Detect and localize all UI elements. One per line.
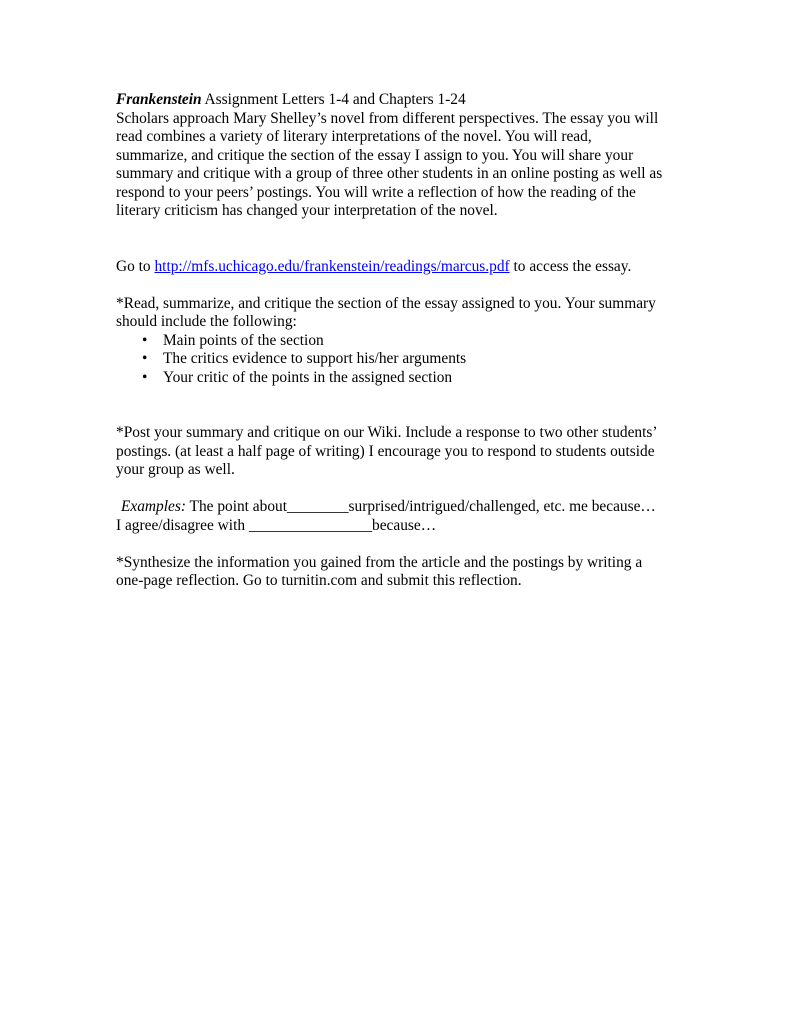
read-line: *Read, summarize, and critique the section of the essay assigned to you. Your summary [116, 294, 656, 312]
post-paragraph [116, 424, 676, 480]
list-item-text: Main points of the section [163, 331, 324, 349]
intro-line: summary and critique with a group of three other students in an online posting as well as [116, 165, 663, 182]
intro-line: Scholars approach Mary Shelley’s novel from different perspectives. The essay you will [116, 109, 659, 127]
list-item [116, 332, 676, 351]
list-item-text: Your critic of the points in the assigned section [163, 368, 453, 386]
examples-line [116, 498, 676, 517]
intro-paragraph [116, 110, 676, 221]
bullet-icon: • [142, 368, 148, 386]
bullet-icon: • [142, 350, 148, 367]
list-item [116, 369, 676, 388]
read-paragraph [116, 295, 676, 332]
assignment-title [116, 91, 676, 110]
goto-paragraph [116, 258, 676, 277]
intro-line: summarize, and critique the section of the essay I assign to you. You will share your [116, 146, 634, 164]
bullet-icon: • [142, 331, 148, 349]
list-item-text: The critics evidence to support his/her arguments [163, 350, 467, 367]
examples-label: Examples: [121, 498, 186, 515]
intro-line: literary criticism has changed your interpretation of the novel. [116, 202, 498, 219]
intro-line: respond to your peers’ postings. You will write a reflection of how the reading of the [116, 183, 636, 201]
post-line: postings. (at least a half page of writing) I encourage you to respond to students outside [116, 442, 655, 460]
examples-text: The point about________surprised/intrigued/challenged, etc. me because… [185, 498, 656, 515]
title-rest: Assignment Letters 1-4 and Chapters 1-24 [201, 91, 466, 108]
list-item [116, 350, 676, 369]
title-novel-name: Frankenstein [116, 91, 202, 108]
post-line: *Post your summary and critique on our Wiki. Include a response to two other students’ [116, 424, 658, 441]
synth-line: *Synthesize the information you gained from the article and the postings by writing a [116, 553, 643, 571]
intro-line: read combines a variety of literary interpretations of the novel. You will read, [116, 128, 592, 145]
post-line: your group as well. [116, 461, 235, 478]
summary-requirements-list [116, 332, 676, 388]
examples-line-2: I agree/disagree with ________________because… [116, 516, 437, 534]
assignment-document [116, 91, 676, 591]
examples-paragraph [116, 498, 676, 535]
synth-line: one-page reflection. Go to turnitin.com and submit this reflection. [116, 572, 522, 589]
essay-link[interactable]: http://mfs.uchicago.edu/frankenstein/readings/marcus.pdf [154, 257, 510, 275]
synthesize-paragraph [116, 554, 676, 591]
read-line: should include the following: [116, 313, 297, 330]
goto-prefix: Go to [116, 257, 155, 275]
goto-suffix: to access the essay. [509, 257, 632, 275]
